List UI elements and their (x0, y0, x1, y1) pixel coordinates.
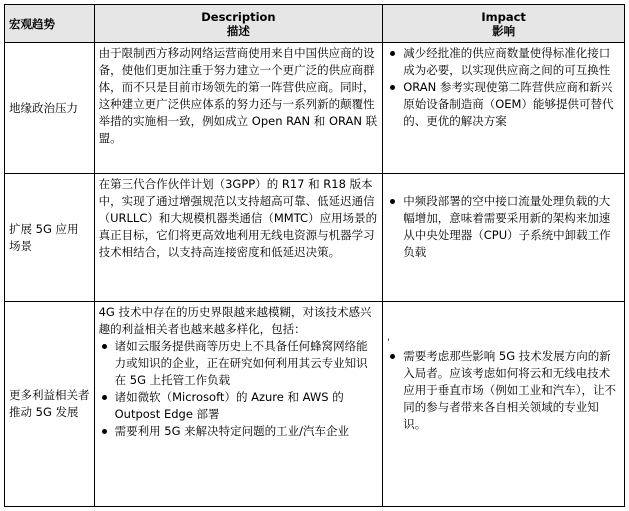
impact-item: 需要考虑那些影响 5G 技术发展方向的新入局者。应该考虑如何将云和无线电技术应用于垂直市场（例如工业和汽车），让不同的参与者带来各自相关领域的专业知识。 (403, 348, 620, 433)
table-header-row (5, 5, 625, 43)
description-cell: 在第三代合作伙伴计划（3GPP）的 R17 和 R18 版本中，实现了通过增强规范以支持超高可靠、低延迟通信（URLLC）和大规模机器类通信（MMTC）应用场景的真正目标，它们将更高效地利用无线电资源与机器学习技术相结合，以支持高连接密度和低延迟决策。 (94, 174, 383, 302)
description-item: 需要利用 5G 来解决特定问题的工业/汽车企业 (115, 423, 379, 440)
description-item: 诸如微软（Microsoft）的 Azure 和 AWS 的 Outpost Edge 部署 (115, 389, 379, 423)
impact-cell (383, 302, 625, 507)
impact-spacer (387, 304, 620, 321)
header-description-zh: 描述 (226, 23, 250, 38)
header-trend: 宏观趋势 (5, 5, 95, 43)
table-row-geopolitics (5, 43, 625, 174)
description-cell (94, 302, 383, 507)
impact-item: 中频段部署的空中接口流量处理负载的大幅增加，意味着需要采用新的架构来加速从中央处理器（CPU）子系统中卸载工作负载 (403, 193, 620, 261)
header-description (94, 5, 383, 43)
impact-spacer (387, 321, 620, 338)
trend-cell: 扩展 5G 应用场景 (5, 174, 95, 302)
impact-list (387, 45, 620, 130)
impact-cell (383, 174, 625, 302)
description-intro: 4G 技术中存在的历史界限越来越模糊，对该技术感兴趣的利益相关者也越来越多样化，包括： (98, 305, 372, 336)
header-impact-en: Impact (481, 9, 526, 24)
table-row-5g-scenarios (5, 174, 625, 302)
impact-item: 减少经批准的供应商数量使得标准化接口成为必要，以实现供应商之间的可互换性 (403, 45, 620, 79)
macro-trends-table (4, 4, 625, 507)
header-impact (383, 5, 625, 43)
trend-cell: 地缘政治压力 (5, 43, 95, 174)
impact-cell (383, 43, 625, 174)
description-list (99, 338, 379, 440)
header-description-en: Description (201, 9, 276, 24)
header-impact-zh: 影响 (492, 23, 516, 38)
trend-cell: 更多利益相关者推动 5G 发展 (5, 302, 95, 507)
impact-item: ORAN 参考实现使第二阵营供应商和新兴原始设备制造商（OEM）能够提供可替代的、更优的解决方案 (403, 79, 620, 130)
impact-list (387, 193, 620, 261)
stray-mark: ' (387, 338, 390, 348)
impact-spacer (387, 176, 620, 193)
impact-list (387, 348, 620, 433)
table-row-stakeholders (5, 302, 625, 507)
description-item: 诸如云服务提供商等历史上不具备任何蜂窝网络能力或知识的企业，正在研究如何利用其云专业知识在 5G 上托管工作负载 (115, 338, 379, 389)
description-cell: 由于限制西方移动网络运营商使用来自中国供应商的设备，使他们更加注重于努力建立一个更广泛的供应商群体，而不只是目前市场领先的第一阵营供应商。同时，这种建立更广泛供应体系的努力还与一系列新的颠覆性举措的实施相一致，例如成立 Open RAN 和 ORAN 联盟。 (94, 43, 383, 174)
